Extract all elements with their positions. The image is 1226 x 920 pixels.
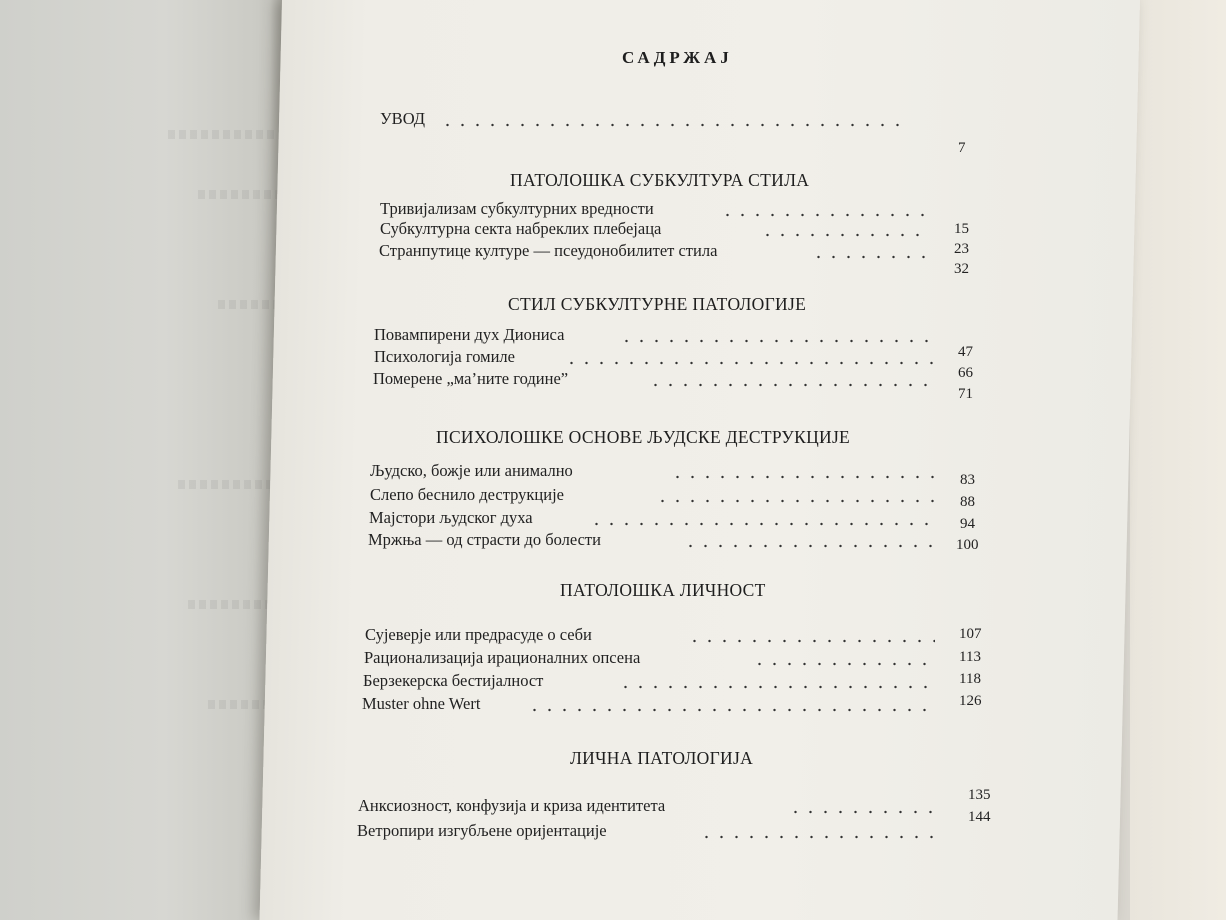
toc-entry-label: Људско, божје или анимално (370, 461, 573, 480)
toc-page-number: 126 (959, 693, 982, 709)
toc-page-number: 144 (968, 809, 991, 825)
toc-entry (380, 218, 940, 240)
toc-entry (370, 460, 950, 482)
section-heading: ЛИЧНА ПАТОЛОГИЈА (570, 748, 754, 768)
toc-entry-label: Психологија гомиле (374, 347, 515, 366)
section-heading: ПСИХОЛОШКЕ ОСНОВЕ ЉУДСКЕ ДЕСТРУКЦИЈЕ (436, 427, 851, 447)
toc-entry-label: Слепо беснило деструкције (370, 485, 565, 504)
dot-leader (564, 346, 939, 368)
dot-leader (760, 218, 925, 240)
toc-page-number: 113 (959, 649, 981, 665)
toc-entry (368, 529, 948, 551)
toc-entry-label: Muster ohne Wert (362, 694, 481, 713)
toc-page-number: 47 (958, 344, 973, 360)
toc-entry (379, 240, 939, 262)
toc-page-number: 100 (956, 537, 979, 553)
dot-leader (788, 795, 938, 817)
toc-entry-label: Тривијализам субкултурних вредности (380, 199, 654, 218)
toc-entry (370, 484, 950, 506)
toc-page-number: 71 (958, 386, 973, 402)
toc-page-number: 88 (960, 494, 975, 510)
section-heading: ПАТОЛОШКА СУБКУЛТУРА СТИЛА (510, 170, 810, 190)
dot-leader (683, 529, 938, 551)
toc-entry (363, 670, 943, 692)
toc-entry-intro (380, 108, 920, 130)
toc-entry-label: Мајстори људског духа (369, 508, 533, 527)
section-heading: СТИЛ СУБКУЛТУРНЕ ПАТОЛОГИЈЕ (508, 294, 807, 314)
toc-entry-label: УВОД (380, 109, 426, 128)
toc-entry-label: Берзекерска бестијалност (363, 671, 544, 690)
toc-entry (357, 820, 947, 842)
dot-leader (720, 198, 930, 220)
toc-entry (358, 795, 948, 817)
toc-entry (369, 507, 949, 529)
toc-entry-label: Повампирени дух Диониса (374, 325, 565, 344)
dot-leader (699, 820, 937, 842)
section-heading: ПАТОЛОШКА ЛИЧНОСТ (560, 580, 766, 600)
toc-entry-label: Субкултурна секта набреклих плебејаца (380, 219, 662, 238)
toc-entry-label: Ветропири изгубљене оријентације (357, 821, 607, 840)
toc-entry (362, 693, 942, 715)
toc-page-number: 135 (968, 787, 991, 803)
toc-page-number: 7 (958, 140, 966, 156)
toc-entry-label: Анксиозност, конфузија и криза идентитета (358, 796, 666, 815)
toc-page-number: 94 (960, 516, 975, 532)
dot-leader (811, 240, 931, 262)
toc-page-number: 66 (958, 365, 973, 381)
dot-leader (648, 368, 938, 390)
toc-entry-label: Рационализација ирационалних опсена (364, 648, 641, 667)
toc-entry (365, 624, 945, 646)
toc-page-number: 23 (954, 241, 969, 257)
toc-page-number: 15 (954, 221, 969, 237)
dot-leader (655, 484, 940, 506)
dot-leader (618, 670, 933, 692)
dot-leader (670, 460, 940, 482)
dot-leader (589, 507, 939, 529)
dot-leader (687, 624, 935, 646)
dot-leader (440, 108, 910, 130)
toc-entry (374, 324, 944, 346)
page-title: САДРЖАЈ (622, 48, 733, 67)
table-surface (1130, 0, 1226, 920)
toc-entry-label: Померене „ма’ните године” (373, 369, 569, 388)
toc-entry-label: Сујеверје или предрасуде о себи (365, 625, 592, 644)
previous-page (0, 0, 300, 920)
toc-page-number: 83 (960, 472, 975, 488)
toc-entry (364, 647, 944, 669)
toc-page-number: 118 (959, 671, 981, 687)
dot-leader (619, 324, 934, 346)
toc-entry-label: Мржња — од страсти до болести (368, 530, 601, 549)
toc-entry (373, 368, 943, 390)
dot-leader (752, 647, 934, 669)
toc-entry (380, 198, 940, 220)
toc-page-number: 107 (959, 626, 982, 642)
toc-entry (374, 346, 944, 368)
toc-page-number: 32 (954, 261, 969, 277)
toc-entry-label: Странпутице културе — псеудонобилитет стила (379, 241, 718, 260)
dot-leader (527, 693, 932, 715)
